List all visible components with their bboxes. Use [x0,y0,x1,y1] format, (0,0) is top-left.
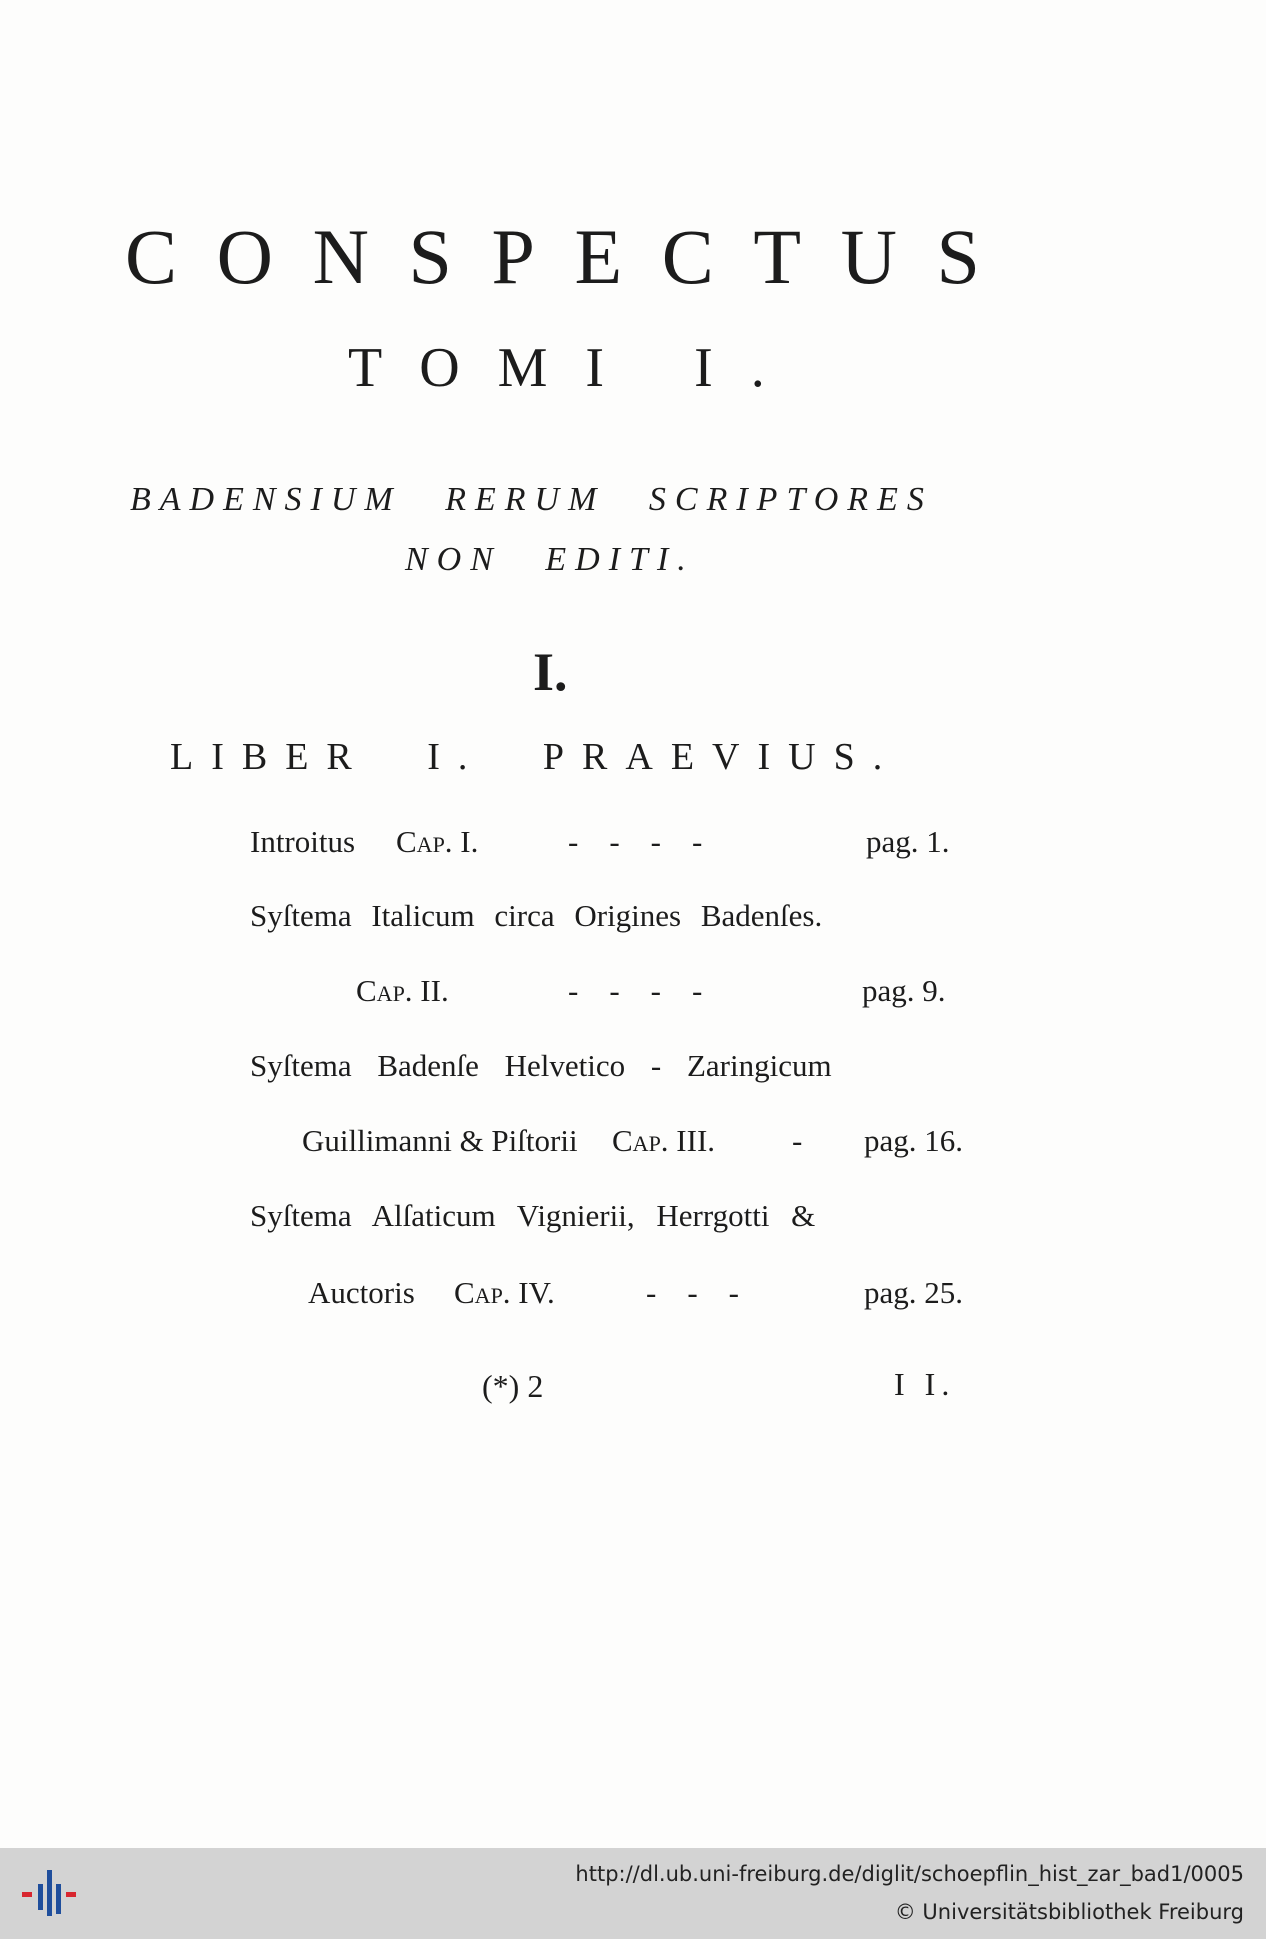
toc-entry-page: pag. 25. [864,1275,964,1310]
title-letter: S [408,213,452,300]
book-title: LIBER I. PRAEVIUS. [170,736,901,778]
catchword: I I. [894,1366,956,1402]
ub-freiburg-logo-icon[interactable] [18,1862,80,1924]
title-letter: C [661,213,714,300]
title-letter: T [753,213,801,300]
toc-entry-chapter: Cap. III. [612,1123,716,1158]
toc-entry-title-continued: Auctoris [308,1275,415,1310]
title-letter: P [491,213,535,300]
toc-entry-title: Introitus [250,824,356,859]
toc-entry-title: Syſtema Alſaticum Vignierii, Herrgotti & [250,1198,816,1233]
title-letter: O [216,213,273,300]
page-heading-conspectus [125,213,980,300]
signature-mark: (*) 2 [482,1368,544,1404]
toc-entry-leader: - - - - [568,973,703,1008]
toc-entry-title-continued: Guillimanni & Piſtorii [302,1123,578,1158]
toc-entry-chapter: Cap. IV. [454,1275,555,1310]
title-letter: N [312,213,369,300]
toc-entry-leader: - - - [646,1275,739,1310]
title-letter: S [936,213,980,300]
toc-entry-leader: - [792,1123,803,1158]
toc-entry-title: Syſtema Badenſe Helvetico - Zaringicum [250,1048,832,1083]
subtitle-line-2: NON EDITI. [405,541,695,578]
toc-entry-title: Syſtema Italicum circa Origines Badenſes. [250,898,823,933]
volume-heading: TOMI I. [348,337,803,399]
document-url-link[interactable]: http://dl.ub.uni-freiburg.de/diglit/schoepflin_hist_zar_bad1/0005 [575,1862,1244,1886]
subtitle-line-1: BADENSIUM RERUM SCRIPTORES [130,481,933,518]
title-letter: E [574,213,623,300]
toc-entry-chapter: Cap. II. [356,973,449,1008]
copyright-notice: © Universitätsbibliothek Freiburg [894,1900,1244,1924]
toc-entry-page: pag. 9. [862,973,946,1008]
toc-entry-page: pag. 1. [866,824,950,859]
toc-entry-leader: - - - - [568,824,703,859]
viewer-footer-bar [0,1848,1266,1939]
title-letter: C [125,213,178,300]
title-letter: U [840,213,897,300]
section-numeral: I. [533,642,568,702]
toc-entry-chapter: Cap. I. [396,824,479,859]
toc-entry-page: pag. 16. [864,1123,964,1158]
